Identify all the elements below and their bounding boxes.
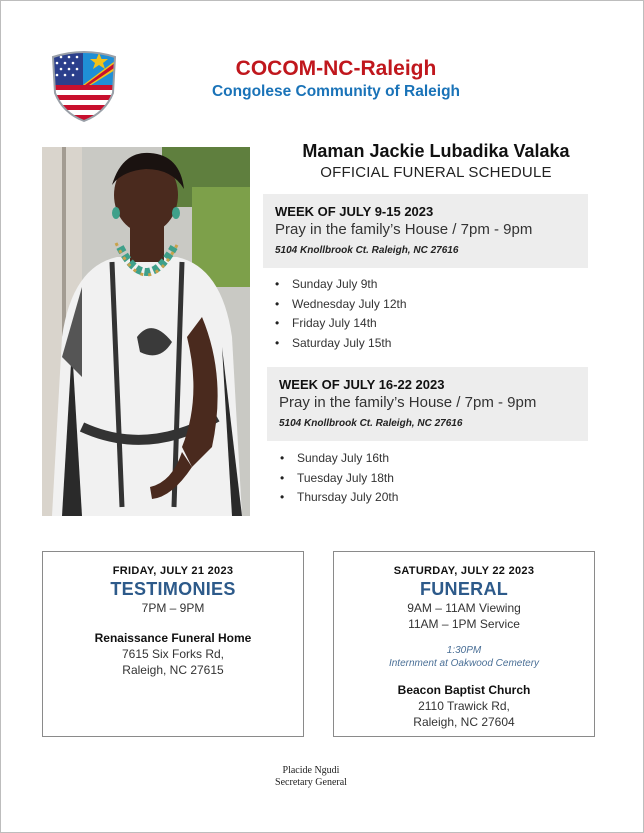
event-service-time: 11AM – 1PM Service	[408, 617, 520, 631]
cocom-shield-logo-icon	[45, 49, 123, 123]
list-item: • Saturday July 15th	[272, 334, 407, 354]
week-prayer-info: Pray in the family’s House / 7pm - 9pm	[279, 394, 537, 411]
event-date: SATURDAY, JULY 22 2023	[393, 565, 535, 577]
week-prayer-info: Pray in the family’s House / 7pm - 9pm	[275, 221, 533, 238]
signature-block	[201, 765, 421, 789]
list-item: • Thursday July 20th	[277, 488, 398, 508]
week-2-days-list	[277, 449, 398, 508]
list-item: • Sunday July 16th	[277, 449, 398, 469]
event-address-line: 7615 Six Forks Rd,	[121, 647, 225, 661]
deceased-name: Maman Jackie Lubadika Valaka	[302, 141, 570, 161]
week-title: WEEK OF JULY 9-15 2023	[275, 204, 434, 219]
org-subtitle: Congolese Community of Raleigh	[211, 83, 460, 100]
signature-role: Secretary General	[275, 777, 347, 788]
list-item: • Friday July 14th	[272, 314, 407, 334]
schedule-title: OFFICIAL FUNERAL SCHEDULE	[320, 164, 552, 181]
portrait-photo	[42, 147, 250, 516]
week-1-days-list	[272, 275, 407, 353]
event-venue: Beacon Baptist Church	[397, 683, 531, 697]
event-date: FRIDAY, JULY 21 2023	[112, 565, 234, 577]
org-title: COCOM-NC-Raleigh	[235, 57, 437, 80]
funeral-box	[333, 551, 595, 737]
list-item: • Tuesday July 18th	[277, 469, 398, 489]
testimonies-box	[42, 551, 304, 737]
event-address-line: Raleigh, NC 27604	[413, 715, 515, 729]
event-address-line: 2110 Trawick Rd,	[418, 699, 510, 713]
event-time: 7PM – 9PM	[141, 601, 205, 615]
event-title: FUNERAL	[419, 579, 509, 599]
list-item: • Sunday July 9th	[272, 275, 407, 295]
week-title: WEEK OF JULY 16-22 2023	[279, 377, 445, 392]
event-viewing-time: 9AM – 11AM Viewing	[407, 601, 521, 615]
week-box-1	[263, 194, 588, 268]
internment-time: 1:30PM	[446, 645, 482, 656]
week-address: 5104 Knollbrook Ct. Raleigh, NC 27616	[275, 245, 459, 256]
event-address-line: Raleigh, NC 27615	[122, 663, 224, 677]
internment-text: Internment at Oakwood Cemetery	[388, 658, 540, 669]
signature-name: Placide Ngudi	[282, 765, 340, 776]
list-item: • Wednesday July 12th	[272, 295, 407, 315]
week-address: 5104 Knollbrook Ct. Raleigh, NC 27616	[279, 418, 463, 429]
event-venue: Renaissance Funeral Home	[94, 631, 252, 645]
event-title: TESTIMONIES	[110, 579, 236, 599]
week-box-2	[267, 367, 588, 441]
